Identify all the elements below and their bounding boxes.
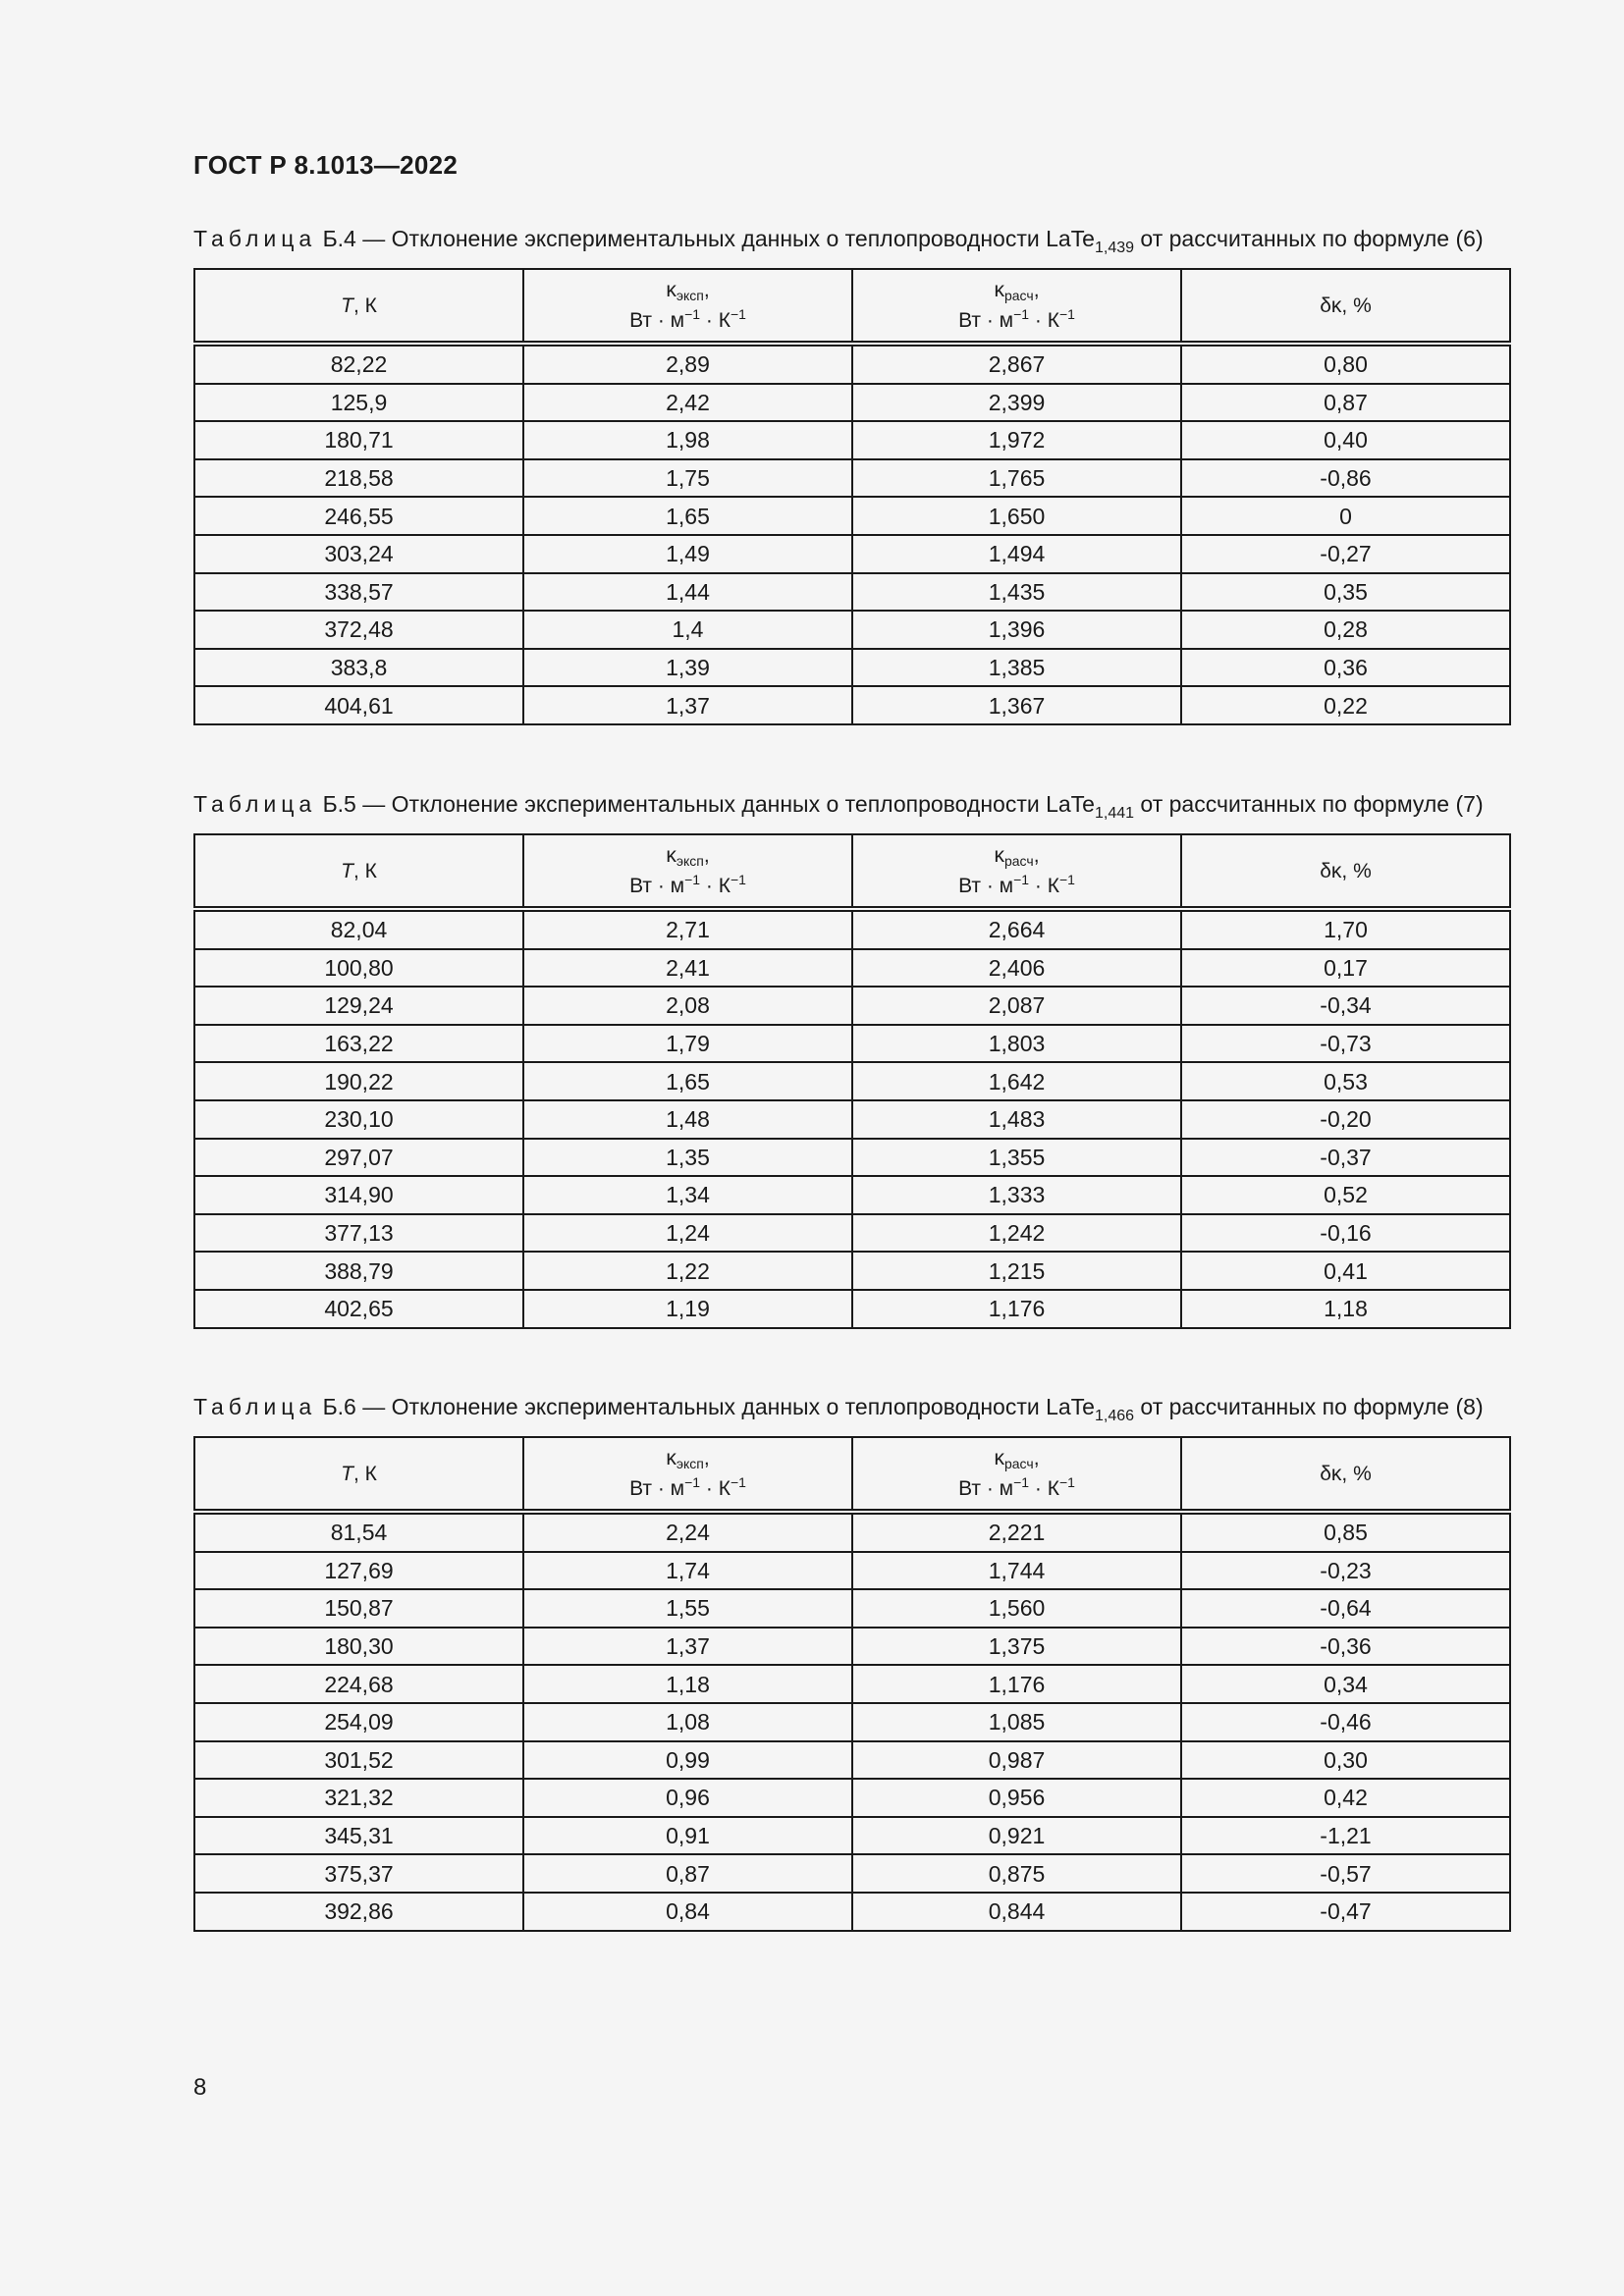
cell-kappa-calc: 1,560 xyxy=(852,1589,1181,1628)
unit-line xyxy=(524,305,851,336)
cell-kappa-calc: 1,215 xyxy=(852,1252,1181,1290)
cell-kappa-exp: 0,84 xyxy=(523,1893,852,1931)
cell-deviation: -0,36 xyxy=(1181,1628,1510,1666)
table-b6-block xyxy=(193,1392,1509,1932)
cell-kappa-exp: 0,96 xyxy=(523,1779,852,1817)
temperature-unit: , К xyxy=(352,1462,377,1485)
header-row xyxy=(194,269,1510,344)
kappa-subscript: расч xyxy=(1003,853,1034,869)
cell-kappa-calc: 1,176 xyxy=(852,1290,1181,1328)
cell-kappa-calc: 1,744 xyxy=(852,1552,1181,1590)
cell-temperature: 321,32 xyxy=(194,1779,523,1817)
exponent: −1 xyxy=(730,1474,746,1490)
unit-base: Вт · м xyxy=(958,309,1014,332)
col-header-kappa-exp xyxy=(523,269,852,344)
cell-kappa-exp: 0,99 xyxy=(523,1741,852,1780)
comma: , xyxy=(703,1447,710,1469)
cell-kappa-calc: 0,987 xyxy=(852,1741,1181,1780)
table-row xyxy=(194,1252,1510,1290)
caption-table-id: Б.4 xyxy=(322,226,356,251)
cell-kappa-exp: 1,75 xyxy=(523,459,852,498)
cell-temperature: 254,09 xyxy=(194,1703,523,1741)
caption-suffix: от рассчитанных по формуле xyxy=(1134,1394,1456,1419)
table-row xyxy=(194,1139,1510,1177)
unit-line xyxy=(853,305,1180,336)
col-header-kappa-calc xyxy=(852,269,1181,344)
cell-deviation: -0,20 xyxy=(1181,1100,1510,1139)
table-row xyxy=(194,573,1510,612)
cell-kappa-calc: 1,176 xyxy=(852,1665,1181,1703)
exponent: −1 xyxy=(684,306,701,322)
unit-base: Вт · м xyxy=(958,1477,1014,1500)
caption-formula: (8) xyxy=(1455,1394,1484,1419)
kappa-subscript: расч xyxy=(1003,1456,1034,1471)
cell-temperature: 127,69 xyxy=(194,1552,523,1590)
cell-kappa-calc: 1,355 xyxy=(852,1139,1181,1177)
cell-kappa-calc: 1,435 xyxy=(852,573,1181,612)
cell-kappa-calc: 1,494 xyxy=(852,535,1181,573)
table-header xyxy=(194,269,1510,344)
table-row xyxy=(194,1817,1510,1855)
caption-subscript: 1,466 xyxy=(1094,1408,1135,1424)
cell-kappa-exp: 1,34 xyxy=(523,1176,852,1214)
cell-temperature: 404,61 xyxy=(194,686,523,724)
unit-mid: · К xyxy=(1029,875,1059,897)
data-table xyxy=(193,833,1511,1329)
kappa-calc-symbol-line xyxy=(853,1443,1180,1473)
kappa-subscript: расч xyxy=(1003,288,1034,303)
cell-deviation: -1,21 xyxy=(1181,1817,1510,1855)
document-header: ГОСТ Р 8.1013—2022 xyxy=(193,150,459,180)
cell-deviation: 0,34 xyxy=(1181,1665,1510,1703)
cell-temperature: 301,52 xyxy=(194,1741,523,1780)
cell-kappa-calc: 1,396 xyxy=(852,611,1181,649)
caption-formula: (6) xyxy=(1455,226,1484,251)
exponent: −1 xyxy=(1013,306,1030,322)
cell-temperature: 180,30 xyxy=(194,1628,523,1666)
cell-kappa-exp: 1,98 xyxy=(523,421,852,459)
kappa-symbol: κ xyxy=(994,844,1004,867)
exponent: −1 xyxy=(1013,1474,1030,1490)
cell-temperature: 163,22 xyxy=(194,1025,523,1063)
unit-line xyxy=(524,871,851,901)
cell-kappa-calc: 2,664 xyxy=(852,909,1181,949)
cell-kappa-exp: 1,65 xyxy=(523,497,852,535)
cell-temperature: 338,57 xyxy=(194,573,523,612)
table-row xyxy=(194,1665,1510,1703)
caption-table-id: Б.6 xyxy=(322,1394,356,1419)
cell-kappa-exp: 2,71 xyxy=(523,909,852,949)
kappa-calc-symbol-line xyxy=(853,840,1180,871)
col-header-deviation: δκ, % xyxy=(1181,1437,1510,1512)
table-row xyxy=(194,909,1510,949)
cell-kappa-calc: 2,221 xyxy=(852,1512,1181,1552)
cell-kappa-calc: 0,875 xyxy=(852,1854,1181,1893)
unit-line xyxy=(524,1473,851,1504)
cell-deviation: 0,41 xyxy=(1181,1252,1510,1290)
cell-temperature: 82,22 xyxy=(194,344,523,384)
table-body xyxy=(194,344,1510,724)
table-row xyxy=(194,1893,1510,1931)
cell-kappa-exp: 1,49 xyxy=(523,535,852,573)
cell-temperature: 392,86 xyxy=(194,1893,523,1931)
unit-mid: · К xyxy=(700,309,731,332)
cell-kappa-exp: 1,18 xyxy=(523,1665,852,1703)
cell-temperature: 224,68 xyxy=(194,1665,523,1703)
cell-deviation: -0,46 xyxy=(1181,1703,1510,1741)
table-caption xyxy=(193,789,1509,822)
cell-temperature: 246,55 xyxy=(194,497,523,535)
caption-word-table: Таблица xyxy=(193,791,317,817)
caption-description: — Отклонение экспериментальных данных о теплопроводности LaTe xyxy=(355,226,1095,251)
kappa-symbol: κ xyxy=(666,1447,677,1469)
table-row xyxy=(194,459,1510,498)
comma: , xyxy=(703,844,710,867)
col-header-kappa-exp xyxy=(523,1437,852,1512)
table-row xyxy=(194,987,1510,1025)
cell-kappa-exp: 1,48 xyxy=(523,1100,852,1139)
table-header xyxy=(194,1437,1510,1512)
table-row xyxy=(194,1025,1510,1063)
cell-temperature: 377,13 xyxy=(194,1214,523,1253)
table-row xyxy=(194,344,1510,384)
cell-kappa-exp: 1,22 xyxy=(523,1252,852,1290)
cell-kappa-calc: 1,483 xyxy=(852,1100,1181,1139)
unit-mid: · К xyxy=(1029,309,1059,332)
unit-base: Вт · м xyxy=(629,875,685,897)
table-row xyxy=(194,384,1510,422)
col-header-temperature xyxy=(194,834,523,909)
table-row xyxy=(194,1512,1510,1552)
caption-subscript: 1,441 xyxy=(1094,805,1135,822)
cell-deviation: -0,57 xyxy=(1181,1854,1510,1893)
header-row xyxy=(194,1437,1510,1512)
table-header xyxy=(194,834,1510,909)
kappa-subscript: эксп xyxy=(676,288,704,303)
table-row xyxy=(194,1741,1510,1780)
cell-temperature: 375,37 xyxy=(194,1854,523,1893)
exponent: −1 xyxy=(1013,872,1030,887)
table-body xyxy=(194,909,1510,1328)
cell-kappa-exp: 0,91 xyxy=(523,1817,852,1855)
cell-deviation: 0,80 xyxy=(1181,344,1510,384)
cell-kappa-exp: 1,44 xyxy=(523,573,852,612)
unit-mid: · К xyxy=(1029,1477,1059,1500)
cell-deviation: 0,17 xyxy=(1181,949,1510,988)
unit-base: Вт · м xyxy=(958,875,1014,897)
table-body xyxy=(194,1512,1510,1931)
header-row xyxy=(194,834,1510,909)
table-row xyxy=(194,535,1510,573)
comma: , xyxy=(1033,1447,1040,1469)
col-header-temperature xyxy=(194,269,523,344)
cell-deviation: 0 xyxy=(1181,497,1510,535)
cell-kappa-exp: 2,89 xyxy=(523,344,852,384)
cell-deviation: -0,37 xyxy=(1181,1139,1510,1177)
table-row xyxy=(194,1779,1510,1817)
cell-kappa-exp: 1,37 xyxy=(523,686,852,724)
table-row xyxy=(194,1854,1510,1893)
temperature-symbol: T xyxy=(341,1462,353,1485)
table-b4-block xyxy=(193,224,1509,725)
col-header-kappa-exp xyxy=(523,834,852,909)
cell-temperature: 383,8 xyxy=(194,649,523,687)
cell-kappa-exp: 1,4 xyxy=(523,611,852,649)
caption-description: — Отклонение экспериментальных данных о теплопроводности LaTe xyxy=(355,1394,1095,1419)
exponent: −1 xyxy=(1058,306,1075,322)
cell-kappa-exp: 1,55 xyxy=(523,1589,852,1628)
exponent: −1 xyxy=(684,872,701,887)
kappa-symbol: κ xyxy=(994,279,1004,301)
cell-kappa-calc: 1,367 xyxy=(852,686,1181,724)
cell-deviation: 0,28 xyxy=(1181,611,1510,649)
cell-deviation: -0,86 xyxy=(1181,459,1510,498)
temperature-unit: , К xyxy=(352,294,377,317)
kappa-subscript: эксп xyxy=(676,1456,704,1471)
cell-deviation: 0,42 xyxy=(1181,1779,1510,1817)
col-header-kappa-calc xyxy=(852,834,1181,909)
table-row xyxy=(194,1100,1510,1139)
kappa-symbol: κ xyxy=(666,279,677,301)
data-table xyxy=(193,268,1511,725)
cell-temperature: 345,31 xyxy=(194,1817,523,1855)
cell-deviation: 0,36 xyxy=(1181,649,1510,687)
cell-temperature: 402,65 xyxy=(194,1290,523,1328)
cell-kappa-calc: 1,333 xyxy=(852,1176,1181,1214)
kappa-exp-symbol-line xyxy=(524,1443,851,1473)
cell-kappa-exp: 2,08 xyxy=(523,987,852,1025)
comma: , xyxy=(1033,844,1040,867)
kappa-calc-symbol-line xyxy=(853,275,1180,305)
kappa-symbol: κ xyxy=(994,1447,1004,1469)
data-table xyxy=(193,1436,1511,1932)
cell-temperature: 129,24 xyxy=(194,987,523,1025)
cell-deviation: -0,64 xyxy=(1181,1589,1510,1628)
col-header-deviation: δκ, % xyxy=(1181,269,1510,344)
cell-kappa-calc: 1,375 xyxy=(852,1628,1181,1666)
cell-deviation: 0,40 xyxy=(1181,421,1510,459)
cell-kappa-calc: 1,765 xyxy=(852,459,1181,498)
cell-kappa-exp: 2,24 xyxy=(523,1512,852,1552)
table-caption xyxy=(193,224,1509,256)
cell-kappa-calc: 1,385 xyxy=(852,649,1181,687)
col-header-deviation: δκ, % xyxy=(1181,834,1510,909)
cell-deviation: -0,73 xyxy=(1181,1025,1510,1063)
table-row xyxy=(194,1290,1510,1328)
cell-temperature: 190,22 xyxy=(194,1062,523,1100)
cell-temperature: 314,90 xyxy=(194,1176,523,1214)
table-row xyxy=(194,1552,1510,1590)
caption-suffix: от рассчитанных по формуле xyxy=(1134,791,1456,817)
comma: , xyxy=(703,279,710,301)
exponent: −1 xyxy=(730,872,746,887)
cell-kappa-calc: 1,972 xyxy=(852,421,1181,459)
cell-kappa-exp: 1,24 xyxy=(523,1214,852,1253)
kappa-symbol: κ xyxy=(666,844,677,867)
cell-kappa-calc: 1,650 xyxy=(852,497,1181,535)
unit-line xyxy=(853,871,1180,901)
table-row xyxy=(194,1214,1510,1253)
cell-deviation: 0,53 xyxy=(1181,1062,1510,1100)
caption-word-table: Таблица xyxy=(193,1394,317,1419)
cell-deviation: 1,70 xyxy=(1181,909,1510,949)
exponent: −1 xyxy=(684,1474,701,1490)
cell-kappa-exp: 1,08 xyxy=(523,1703,852,1741)
cell-deviation: -0,27 xyxy=(1181,535,1510,573)
unit-mid: · К xyxy=(700,875,731,897)
cell-kappa-calc: 2,399 xyxy=(852,384,1181,422)
cell-deviation: 0,30 xyxy=(1181,1741,1510,1780)
cell-temperature: 230,10 xyxy=(194,1100,523,1139)
table-row xyxy=(194,611,1510,649)
cell-kappa-calc: 2,406 xyxy=(852,949,1181,988)
cell-kappa-exp: 1,35 xyxy=(523,1139,852,1177)
caption-table-id: Б.5 xyxy=(322,791,356,817)
cell-temperature: 218,58 xyxy=(194,459,523,498)
cell-temperature: 388,79 xyxy=(194,1252,523,1290)
cell-temperature: 125,9 xyxy=(194,384,523,422)
cell-temperature: 81,54 xyxy=(194,1512,523,1552)
table-row xyxy=(194,1176,1510,1214)
exponent: −1 xyxy=(1058,872,1075,887)
table-row xyxy=(194,497,1510,535)
cell-kappa-calc: 0,921 xyxy=(852,1817,1181,1855)
page-number: 8 xyxy=(193,2074,207,2101)
cell-kappa-exp: 2,41 xyxy=(523,949,852,988)
unit-base: Вт · м xyxy=(629,1477,685,1500)
cell-kappa-exp: 2,42 xyxy=(523,384,852,422)
cell-temperature: 303,24 xyxy=(194,535,523,573)
cell-kappa-exp: 1,19 xyxy=(523,1290,852,1328)
cell-kappa-calc: 2,087 xyxy=(852,987,1181,1025)
cell-kappa-exp: 1,39 xyxy=(523,649,852,687)
col-header-temperature xyxy=(194,1437,523,1512)
cell-deviation: 0,87 xyxy=(1181,384,1510,422)
cell-temperature: 372,48 xyxy=(194,611,523,649)
caption-word-table: Таблица xyxy=(193,226,317,251)
cell-kappa-exp: 1,37 xyxy=(523,1628,852,1666)
cell-temperature: 297,07 xyxy=(194,1139,523,1177)
exponent: −1 xyxy=(730,306,746,322)
cell-deviation: -0,47 xyxy=(1181,1893,1510,1931)
unit-base: Вт · м xyxy=(629,309,685,332)
cell-temperature: 100,80 xyxy=(194,949,523,988)
cell-deviation: -0,34 xyxy=(1181,987,1510,1025)
cell-kappa-calc: 1,085 xyxy=(852,1703,1181,1741)
cell-kappa-calc: 1,242 xyxy=(852,1214,1181,1253)
table-row xyxy=(194,421,1510,459)
temperature-symbol: T xyxy=(341,859,353,882)
table-row xyxy=(194,1628,1510,1666)
caption-formula: (7) xyxy=(1455,791,1484,817)
cell-kappa-calc: 1,803 xyxy=(852,1025,1181,1063)
cell-kappa-exp: 1,79 xyxy=(523,1025,852,1063)
kappa-exp-symbol-line xyxy=(524,840,851,871)
cell-deviation: 1,18 xyxy=(1181,1290,1510,1328)
cell-deviation: 0,85 xyxy=(1181,1512,1510,1552)
cell-kappa-exp: 1,65 xyxy=(523,1062,852,1100)
exponent: −1 xyxy=(1058,1474,1075,1490)
cell-temperature: 180,71 xyxy=(194,421,523,459)
table-row xyxy=(194,649,1510,687)
table-b5-block xyxy=(193,789,1509,1329)
cell-deviation: -0,16 xyxy=(1181,1214,1510,1253)
kappa-subscript: эксп xyxy=(676,853,704,869)
cell-temperature: 82,04 xyxy=(194,909,523,949)
table-row xyxy=(194,1589,1510,1628)
table-row xyxy=(194,1703,1510,1741)
comma: , xyxy=(1033,279,1040,301)
cell-kappa-exp: 0,87 xyxy=(523,1854,852,1893)
cell-temperature: 150,87 xyxy=(194,1589,523,1628)
cell-kappa-calc: 2,867 xyxy=(852,344,1181,384)
caption-subscript: 1,439 xyxy=(1094,240,1135,256)
unit-mid: · К xyxy=(700,1477,731,1500)
cell-deviation: -0,23 xyxy=(1181,1552,1510,1590)
col-header-kappa-calc xyxy=(852,1437,1181,1512)
table-row xyxy=(194,686,1510,724)
table-row xyxy=(194,949,1510,988)
cell-kappa-exp: 1,74 xyxy=(523,1552,852,1590)
unit-line xyxy=(853,1473,1180,1504)
caption-suffix: от рассчитанных по формуле xyxy=(1134,226,1456,251)
cell-kappa-calc: 0,956 xyxy=(852,1779,1181,1817)
table-caption xyxy=(193,1392,1509,1424)
kappa-exp-symbol-line xyxy=(524,275,851,305)
cell-deviation: 0,52 xyxy=(1181,1176,1510,1214)
cell-kappa-calc: 0,844 xyxy=(852,1893,1181,1931)
temperature-symbol: T xyxy=(341,294,353,317)
table-row xyxy=(194,1062,1510,1100)
caption-description: — Отклонение экспериментальных данных о теплопроводности LaTe xyxy=(355,791,1095,817)
temperature-unit: , К xyxy=(352,859,377,882)
cell-deviation: 0,35 xyxy=(1181,573,1510,612)
cell-kappa-calc: 1,642 xyxy=(852,1062,1181,1100)
cell-deviation: 0,22 xyxy=(1181,686,1510,724)
